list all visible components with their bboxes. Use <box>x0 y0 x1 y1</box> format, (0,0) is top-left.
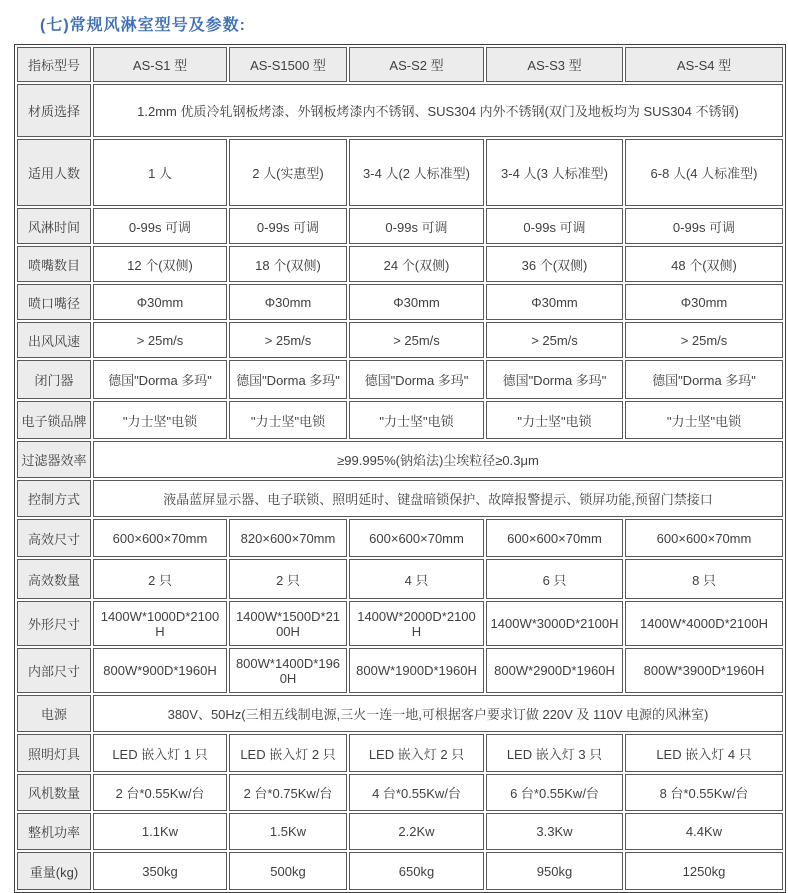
table-row-fan-quantity <box>17 774 783 811</box>
table-cell: 800W*1400D*1960H <box>229 648 347 693</box>
column-header-as-s1500: AS-S1500 型 <box>229 47 347 82</box>
table-cell: LED 嵌入灯 2 只 <box>229 734 347 772</box>
table-row-nozzle-diameter <box>17 284 783 320</box>
table-cell: > 25m/s <box>625 322 783 358</box>
table-row-nozzle-count <box>17 246 783 282</box>
table-cell: 600×600×70mm <box>93 519 227 557</box>
table-cell: > 25m/s <box>229 322 347 358</box>
table-cell: 950kg <box>486 852 623 890</box>
table-cell: 1 人 <box>93 139 227 206</box>
table-row-material <box>17 84 783 137</box>
table-cell: 4.4Kw <box>625 813 783 850</box>
table-row-door-closer <box>17 360 783 399</box>
table-cell: 0-99s 可调 <box>486 208 623 244</box>
table-cell: 800W*3900D*1960H <box>625 648 783 693</box>
table-cell: 德国"Dorma 多玛" <box>229 360 347 399</box>
row-label: 外形尺寸 <box>17 601 91 646</box>
table-cell: 820×600×70mm <box>229 519 347 557</box>
table-cell: 2 只 <box>93 559 227 599</box>
table-cell: 德国"Dorma 多玛" <box>93 360 227 399</box>
table-cell: "力士坚"电锁 <box>93 401 227 439</box>
table-cell: 2 台*0.55Kw/台 <box>93 774 227 811</box>
table-cell: LED 嵌入灯 2 只 <box>349 734 484 772</box>
header-row <box>17 47 783 82</box>
table-row-filter-efficiency <box>17 441 783 478</box>
column-header-as-s1: AS-S1 型 <box>93 47 227 82</box>
table-row-internal-size <box>17 648 783 693</box>
table-cell-span: ≥99.995%(钠焰法)尘埃粒径≥0.3μm <box>93 441 783 478</box>
table-cell: 2 只 <box>229 559 347 599</box>
table-cell: > 25m/s <box>93 322 227 358</box>
table-cell: 德国"Dorma 多玛" <box>349 360 484 399</box>
table-cell: > 25m/s <box>349 322 484 358</box>
table-row-hepa-quantity <box>17 559 783 599</box>
table-row-weight <box>17 852 783 890</box>
table-cell: 600×600×70mm <box>486 519 623 557</box>
table-cell: > 25m/s <box>486 322 623 358</box>
table-cell: 48 个(双侧) <box>625 246 783 282</box>
table-cell: 18 个(双侧) <box>229 246 347 282</box>
page-title: (七)常规风淋室型号及参数: <box>40 17 246 34</box>
table-cell: 4 台*0.55Kw/台 <box>349 774 484 811</box>
table-cell: 1400W*3000D*2100H <box>486 601 623 646</box>
table-cell: "力士坚"电锁 <box>486 401 623 439</box>
table-cell: 1250kg <box>625 852 783 890</box>
row-label: 内部尺寸 <box>17 648 91 693</box>
table-cell: 6-8 人(4 人标准型) <box>625 139 783 206</box>
table-cell: 1.5Kw <box>229 813 347 850</box>
table-cell: 2 台*0.75Kw/台 <box>229 774 347 811</box>
table-cell: 1400W*1500D*2100H <box>229 601 347 646</box>
spec-table <box>14 44 786 893</box>
table-row-power-supply <box>17 695 783 732</box>
table-cell: 8 台*0.55Kw/台 <box>625 774 783 811</box>
table-cell: 800W*2900D*1960H <box>486 648 623 693</box>
table-cell: LED 嵌入灯 4 只 <box>625 734 783 772</box>
row-label: 闭门器 <box>17 360 91 399</box>
row-label: 适用人数 <box>17 139 91 206</box>
table-cell: 6 台*0.55Kw/台 <box>486 774 623 811</box>
table-cell-span: 380V、50Hz(三相五线制电源,三火一连一地,可根据客户要求订做 220V 及 110V 电源的风淋室) <box>93 695 783 732</box>
row-label: 喷嘴数目 <box>17 246 91 282</box>
table-cell: 650kg <box>349 852 484 890</box>
table-cell: Φ30mm <box>486 284 623 320</box>
table-cell: 600×600×70mm <box>625 519 783 557</box>
table-cell: 12 个(双侧) <box>93 246 227 282</box>
table-row-control-mode <box>17 480 783 517</box>
row-label: 电源 <box>17 695 91 732</box>
table-cell: 1400W*4000D*2100H <box>625 601 783 646</box>
row-label: 出风风速 <box>17 322 91 358</box>
table-cell: 2.2Kw <box>349 813 484 850</box>
table-row-lock-brand <box>17 401 783 439</box>
row-label: 整机功率 <box>17 813 91 850</box>
table-cell: 350kg <box>93 852 227 890</box>
table-row-capacity <box>17 139 783 206</box>
table-cell: "力士坚"电锁 <box>229 401 347 439</box>
table-cell: 德国"Dorma 多玛" <box>625 360 783 399</box>
table-cell: "力士坚"电锁 <box>625 401 783 439</box>
table-cell: 0-99s 可调 <box>93 208 227 244</box>
row-label: 电子锁品牌 <box>17 401 91 439</box>
table-row-hepa-size <box>17 519 783 557</box>
row-label: 风机数量 <box>17 774 91 811</box>
row-label: 材质选择 <box>17 84 91 137</box>
row-label: 喷口嘴径 <box>17 284 91 320</box>
row-label: 照明灯具 <box>17 734 91 772</box>
table-cell: 8 只 <box>625 559 783 599</box>
table-row-external-size <box>17 601 783 646</box>
table-cell: 1400W*1000D*2100H <box>93 601 227 646</box>
table-cell: 0-99s 可调 <box>349 208 484 244</box>
row-label: 重量(kg) <box>17 852 91 890</box>
column-header-model: 指标型号 <box>17 47 91 82</box>
table-cell: 6 只 <box>486 559 623 599</box>
row-label: 风淋时间 <box>17 208 91 244</box>
table-cell: 1400W*2000D*2100H <box>349 601 484 646</box>
table-cell: 24 个(双侧) <box>349 246 484 282</box>
table-cell: LED 嵌入灯 1 只 <box>93 734 227 772</box>
table-cell: Φ30mm <box>229 284 347 320</box>
table-cell: 2 人(实惠型) <box>229 139 347 206</box>
table-cell-span: 液晶蓝屏显示器、电子联锁、照明延时、键盘暗锁保护、故障报警提示、锁屏功能,预留门禁接口 <box>93 480 783 517</box>
row-label: 高效数量 <box>17 559 91 599</box>
table-cell: 4 只 <box>349 559 484 599</box>
table-cell: 500kg <box>229 852 347 890</box>
column-header-as-s2: AS-S2 型 <box>349 47 484 82</box>
table-cell: "力士坚"电锁 <box>349 401 484 439</box>
row-label: 控制方式 <box>17 480 91 517</box>
table-cell: 3.3Kw <box>486 813 623 850</box>
table-cell: 36 个(双侧) <box>486 246 623 282</box>
row-label: 高效尺寸 <box>17 519 91 557</box>
table-cell: 德国"Dorma 多玛" <box>486 360 623 399</box>
table-cell: Φ30mm <box>349 284 484 320</box>
table-cell: Φ30mm <box>93 284 227 320</box>
table-cell: 3-4 人(3 人标准型) <box>486 139 623 206</box>
table-cell: 1.1Kw <box>93 813 227 850</box>
table-cell: 800W*900D*1960H <box>93 648 227 693</box>
table-row-shower-time <box>17 208 783 244</box>
table-cell: 3-4 人(2 人标准型) <box>349 139 484 206</box>
table-cell: LED 嵌入灯 3 只 <box>486 734 623 772</box>
table-cell: 800W*1900D*1960H <box>349 648 484 693</box>
table-cell: 0-99s 可调 <box>229 208 347 244</box>
table-row-total-power <box>17 813 783 850</box>
table-cell: 0-99s 可调 <box>625 208 783 244</box>
table-row-lighting <box>17 734 783 772</box>
row-label: 过滤器效率 <box>17 441 91 478</box>
table-cell-span: 1.2mm 优质冷轧钢板烤漆、外钢板烤漆内不锈钢、SUS304 内外不锈钢(双门及地板均为 SUS304 不锈钢) <box>93 84 783 137</box>
table-cell: Φ30mm <box>625 284 783 320</box>
column-header-as-s3: AS-S3 型 <box>486 47 623 82</box>
table-row-air-speed <box>17 322 783 358</box>
table-cell: 600×600×70mm <box>349 519 484 557</box>
column-header-as-s4: AS-S4 型 <box>625 47 783 82</box>
